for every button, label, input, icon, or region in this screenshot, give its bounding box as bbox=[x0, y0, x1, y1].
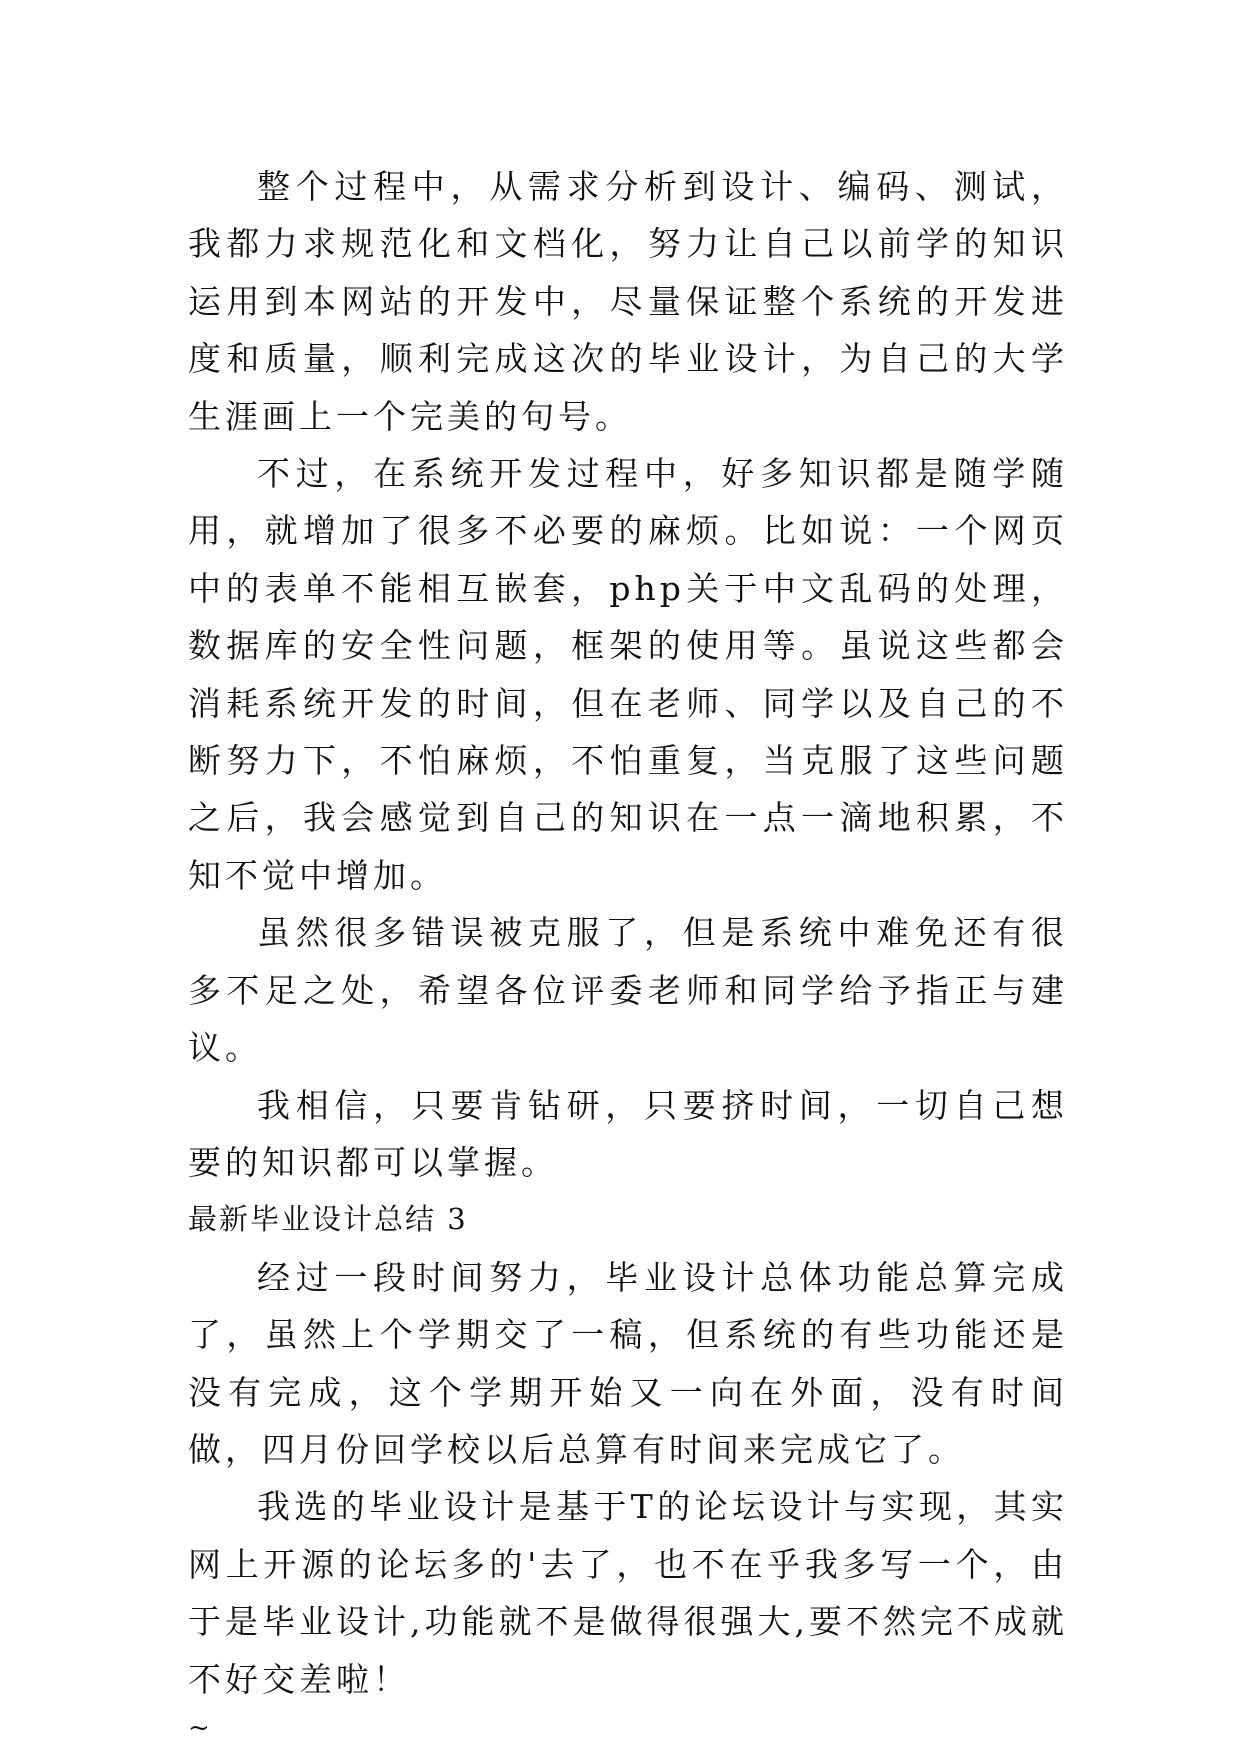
paragraph-process-summary: 整个过程中，从需求分析到设计、编码、测试，我都力求规范化和文档化，努力让自己以前学的知识运用到本网站的开发中，尽量保证整个系统的开发进度和质量，顺利完成这次的毕业设计，为自己的大学生涯画上一个完美的句号。 bbox=[188, 167, 1068, 436]
paragraph-progress: 经过一段时间努力，毕业设计总体功能总算完成了，虽然上个学期交了一稿，但系统的有些功能还是没有完成，这个学期开始又一向在外面，没有时间做，四月份回学校以后总算有时间来完成它了。 bbox=[188, 1257, 1068, 1469]
paragraph-forum-project: 我选的毕业设计是基于T的论坛设计与实现，其实网上开源的论坛多的'去了，也不在乎我多写一个，由于是毕业设计,功能就不是做得很强大,要不然完不成就不好交差啦！ bbox=[188, 1487, 1068, 1699]
trailing-tilde: ~ bbox=[188, 1712, 210, 1743]
document-body bbox=[188, 158, 1068, 1748]
paragraph-shortcomings: 虽然很多错误被克服了，但是系统中难免还有很多不足之处，希望各位评委老师和同学给予指正与建议。 bbox=[188, 913, 1068, 1068]
paragraph-belief: 我相信，只要肯钻研，只要挤时间，一切自己想要的知识都可以掌握。 bbox=[188, 1085, 1068, 1182]
paragraph-development-problems: 不过，在系统开发过程中，好多知识都是随学随用，就增加了很多不必要的麻烦。比如说：一个网页中的表单不能相互嵌套，php关于中文乱码的处理，数据库的安全性问题，框架的使用等。虽说这些都会消耗系统开发的时间，但在老师、同学以及自己的不断努力下，不怕麻烦，不怕重复，当克服了这些问题之后，我会感觉到自己的知识在一点一滴地积累，不知不觉中增加。 bbox=[188, 454, 1068, 895]
section-heading: 最新毕业设计总结 3 bbox=[188, 1202, 468, 1237]
